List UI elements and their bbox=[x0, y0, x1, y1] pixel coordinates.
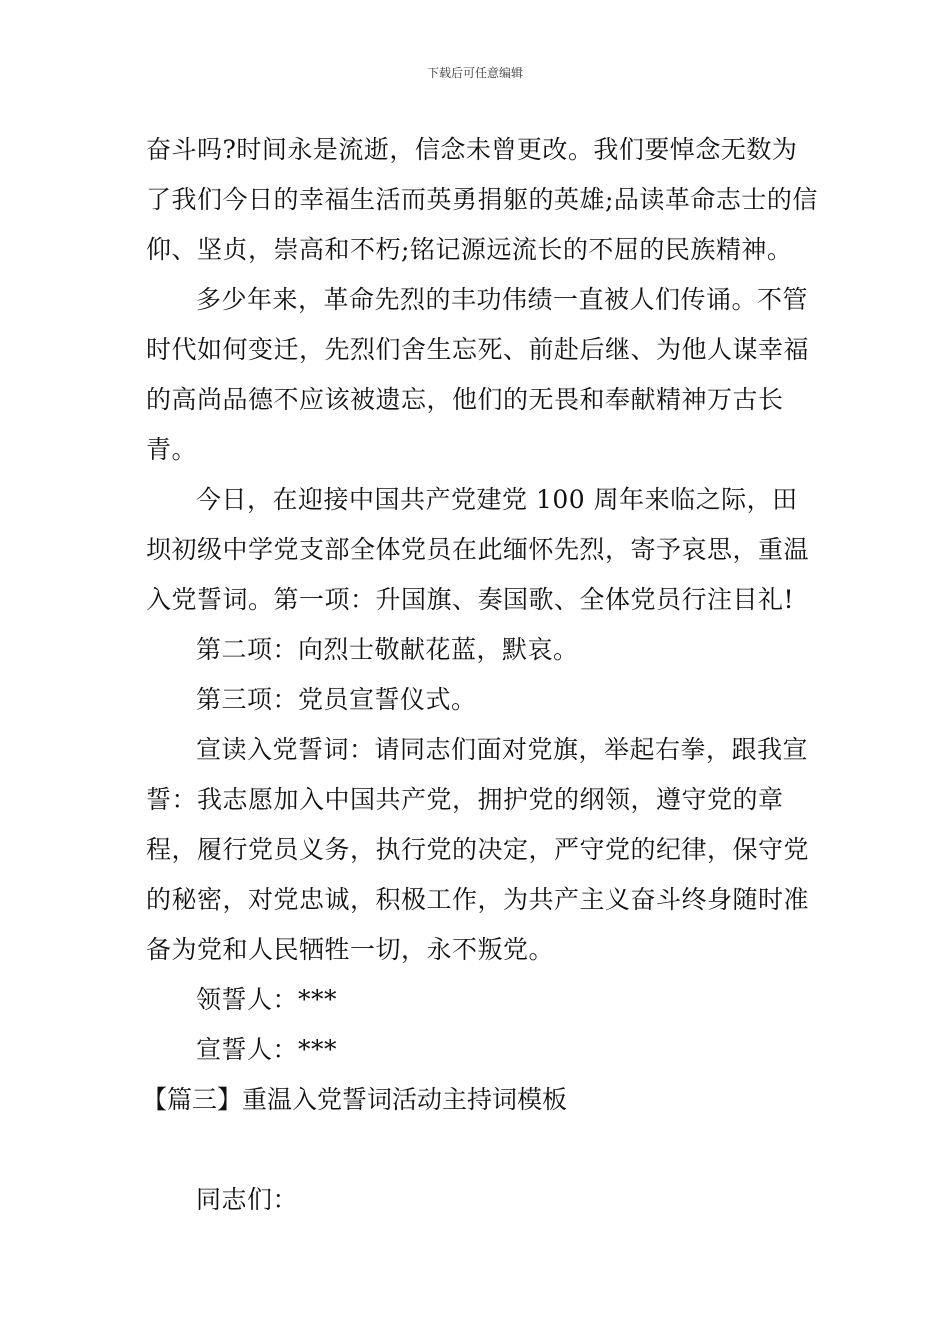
paragraph-4: 第二项：向烈士敬献花蓝，默哀。 bbox=[196, 635, 579, 664]
blank-line bbox=[146, 1125, 818, 1175]
oath-taker-line: 宣誓人：*** bbox=[196, 1035, 338, 1064]
paragraph-1: 奋斗吗?时间永是流逝，信念未曾更改。我们要悼念无数为了我们今日的幸福生活而英勇捐躯的英雄;品读革命志士的信仰、坚贞，崇高和不朽;铭记源远流长的不屈的民族精神。 bbox=[146, 135, 818, 264]
section-heading: 【篇三】重温入党誓词活动主持词模板 bbox=[142, 1085, 568, 1114]
paragraph-5: 第三项：党员宣誓仪式。 bbox=[196, 685, 477, 714]
document-body bbox=[142, 125, 818, 1225]
page-header: 下载后可任意编辑 bbox=[426, 66, 523, 80]
paragraph-6: 宣读入党誓词：请同志们面对党旗，举起右拳，跟我宣誓：我志愿加入中国共产党，拥护党的纲领，遵守党的章程，履行党员义务，执行党的决定，严守党的纪律，保守党的秘密，对党忠诚，积极工作，为共产主义奋斗终身随时准备为党和人民牺牲一切，永不叛党。 bbox=[146, 735, 810, 964]
paragraph-3: 今日，在迎接中国共产党建党 100 周年来临之际，田坝初级中学党支部全体党员在此缅怀先烈，寄予哀思，重温入党誓词。第一项：升国旗、奏国歌、全体党员行注目礼! bbox=[146, 485, 810, 614]
paragraph-2: 多少年来，革命先烈的丰功伟绩一直被人们传诵。不管时代如何变迁，先烈们舍生忘死、前赴后继、为他人谋幸福的高尚品德不应该被遗忘，他们的无畏和奉献精神万古长青。 bbox=[146, 285, 810, 464]
greeting: 同志们： bbox=[196, 1185, 299, 1214]
oath-leader-line: 领誓人：*** bbox=[196, 985, 338, 1014]
